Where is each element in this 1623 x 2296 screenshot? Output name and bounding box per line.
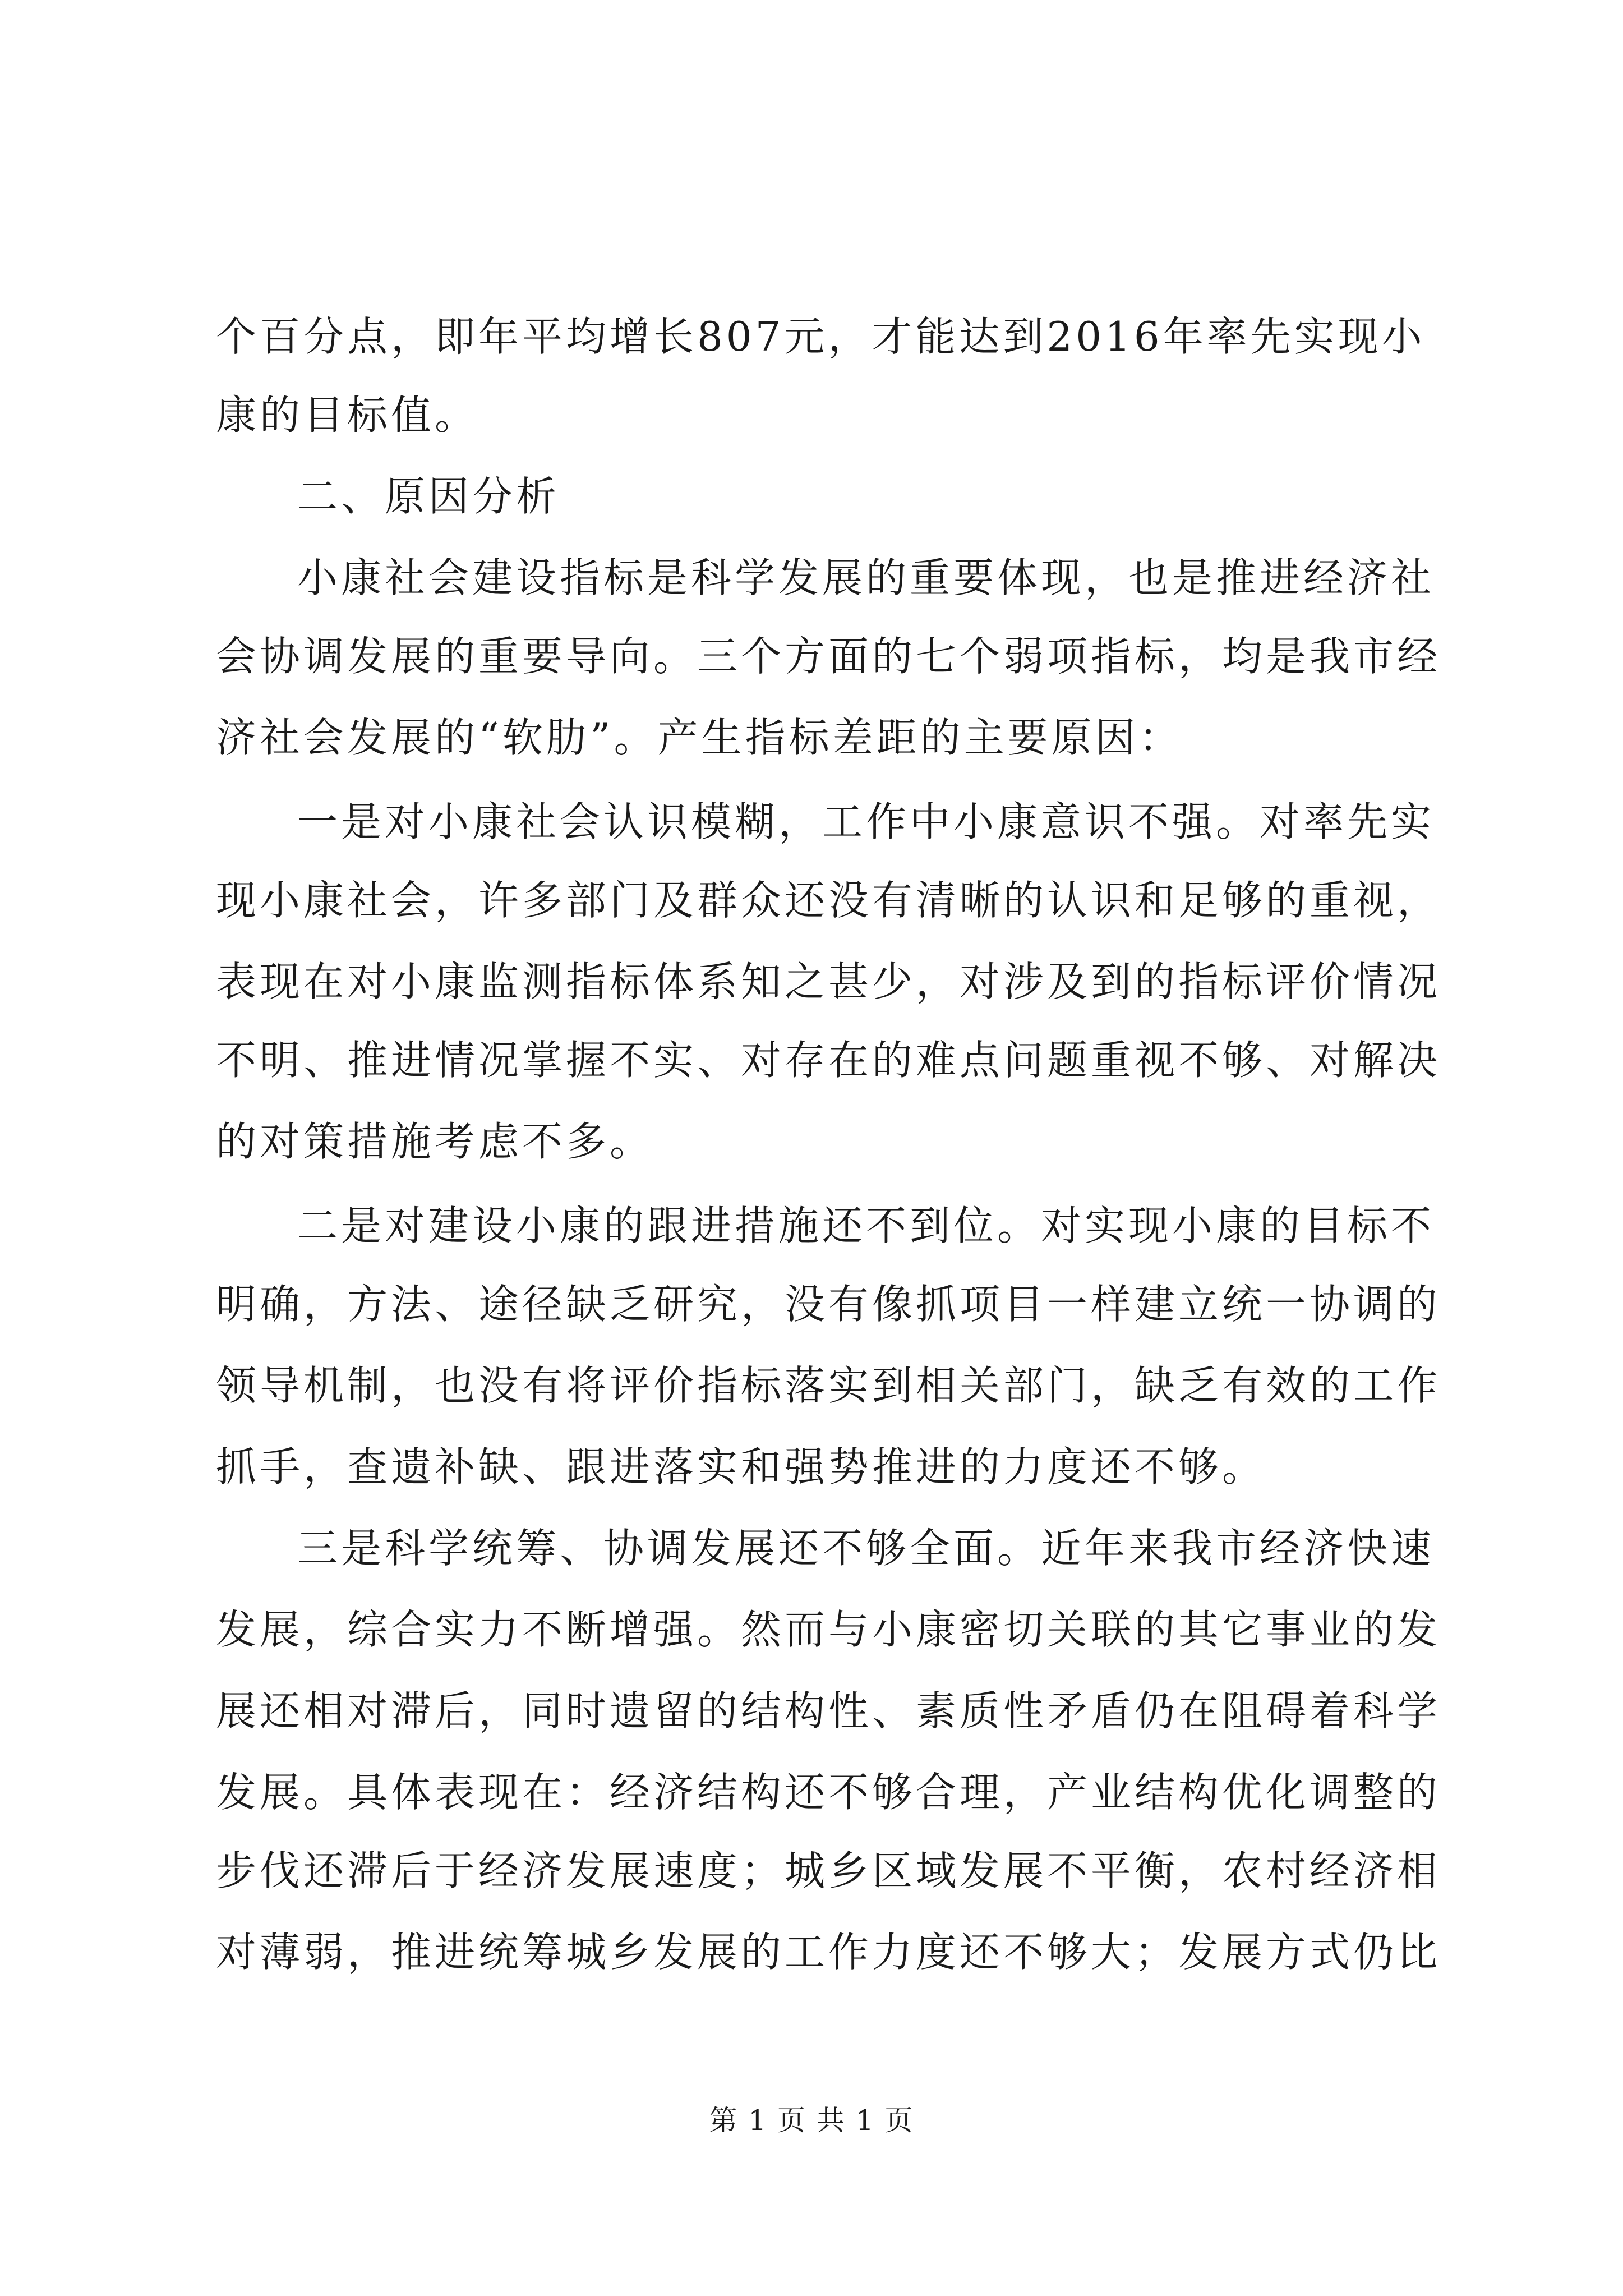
text-line: 步伐还滞后于经济发展速度；城乡区域发展不平衡，农村经济相: [216, 1847, 1441, 1894]
text-line: 展还相对滞后，同时遗留的结构性、素质性矛盾仍在阻碍着科学: [216, 1687, 1441, 1734]
paragraph-line: 一是对小康社会认识模糊，工作中小康意识不强。对率先实: [297, 798, 1435, 845]
paragraph-line: 二是对建设小康的跟进措施还不到位。对实现小康的目标不: [297, 1202, 1435, 1249]
text-line: 济社会发展的“软肋”。产生指标差距的主要原因：: [216, 714, 1183, 761]
text-line: 领导机制，也没有将评价指标落实到相关部门，缺乏有效的工作: [216, 1362, 1441, 1409]
text-line: 明确，方法、途径缺乏研究，没有像抓项目一样建立统一协调的: [216, 1281, 1441, 1328]
text-line: 发展。具体表现在：经济结构还不够合理，产业结构优化调整的: [216, 1769, 1441, 1816]
text-line: 的对策措施考虑不多。: [216, 1118, 654, 1165]
section-heading: 二、原因分析: [297, 473, 560, 520]
text-line: 康的目标值。: [216, 392, 479, 439]
paragraph-line: 小康社会建设指标是科学发展的重要体现，也是推进经济社: [297, 554, 1435, 601]
text-line: 现小康社会，许多部门及群众还没有清晰的认识和足够的重视，: [216, 877, 1441, 924]
text-line: 个百分点，即年平均增长807元，才能达到2016年率先实现小: [216, 313, 1426, 360]
text-line: 发展，综合实力不断增强。然而与小康密切关联的其它事业的发: [216, 1606, 1441, 1653]
text-line: 会协调发展的重要导向。三个方面的七个弱项指标，均是我市经: [216, 633, 1441, 680]
text-line: 表现在对小康监测指标体系知之甚少，对涉及到的指标评价情况: [216, 958, 1441, 1005]
text-line: 不明、推进情况掌握不实、对存在的难点问题重视不够、对解决: [216, 1037, 1441, 1084]
text-line: 对薄弱，推进统筹城乡发展的工作力度还不够大；发展方式仍比: [216, 1929, 1441, 1976]
page-footer: 第 1 页 共 1 页: [709, 2104, 914, 2137]
text-line: 抓手，查遗补缺、跟进落实和强势推进的力度还不够。: [216, 1443, 1266, 1490]
paragraph-line: 三是科学统筹、协调发展还不够全面。近年来我市经济快速: [297, 1525, 1435, 1572]
